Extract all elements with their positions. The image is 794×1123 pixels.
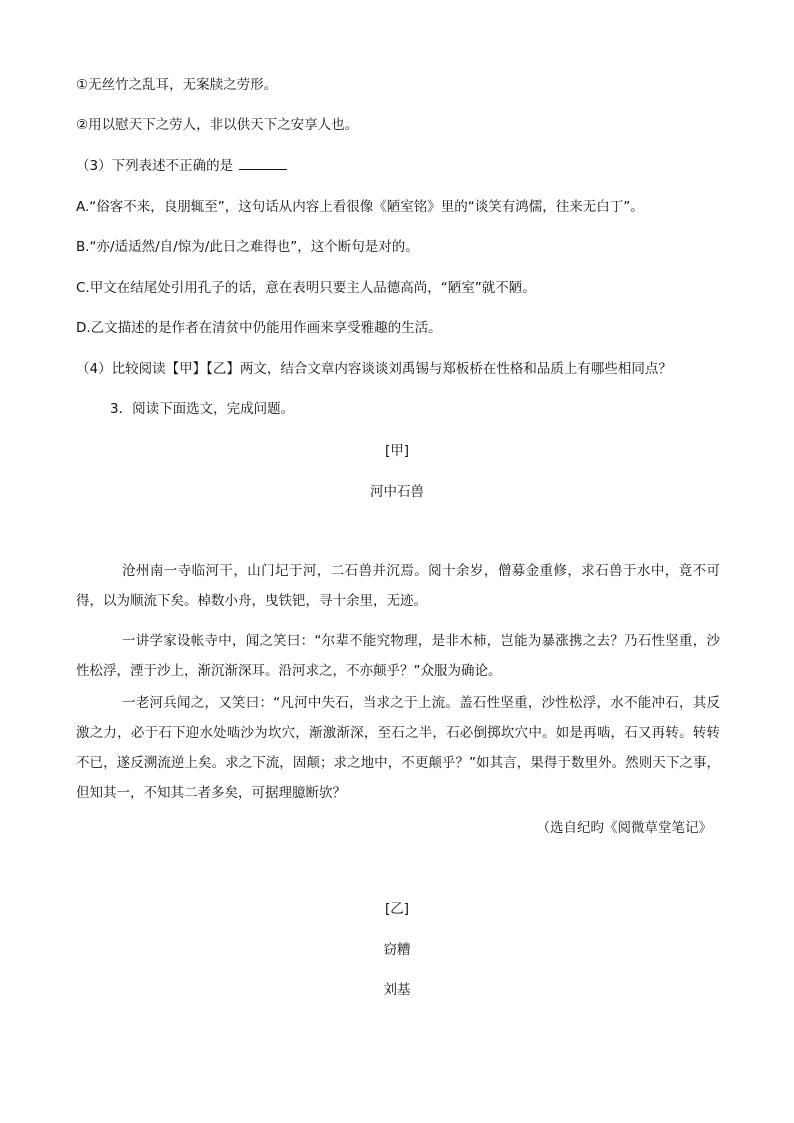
answer-blank — [239, 157, 287, 170]
question-3-prompt — [76, 156, 287, 176]
passage-jia-paragraph-1: 沧州南一寺临河干，山门圮于河，二石兽并沉焉。阅十余岁，僧募金重修，求石兽于水中，竟不可得，以为顺流下矣。棹数小舟，曳铁钯，寻十余里，无迹。 — [76, 563, 720, 609]
sentence-2: ②用以慰天下之劳人，非以供天下之安享人也。 — [76, 117, 359, 133]
passage-jia-paragraph-2: 一讲学家设帐寺中，闻之笑曰：“尔辈不能究物理，是非木柿，岂能为暴涨携之去？乃石性坚重，沙性松浮，湮于沙上，渐沉渐深耳。沿河求之，不亦颠乎？”众服为确论。 — [76, 633, 720, 679]
passage-jia-label: [甲] — [384, 443, 410, 459]
question-3-text: （3）下列表述不正确的是 — [76, 158, 234, 174]
option-b: B.“亦/适适然/自/惊为/此日之难得也”，这个断句是对的。 — [76, 239, 419, 255]
section-3-heading: 3．阅读下面选文，完成问题。 — [110, 401, 295, 417]
sentence-1: ①无丝竹之乱耳，无案牍之劳形。 — [76, 77, 278, 93]
question-4: （4）比较阅读【甲】【乙】两文，结合文章内容谈谈刘禹锡与郑板桥在性格和品质上有哪些相同点？ — [76, 361, 672, 377]
passage-yi-author: 刘基 — [383, 982, 411, 998]
passage-yi-label: [乙] — [384, 901, 410, 917]
option-d: D.乙文描述的是作者在清贫中仍能用作画来享受雅趣的生活。 — [76, 320, 442, 336]
passage-yi-title: 窃糟 — [383, 942, 411, 958]
option-a: A.“俗客不来，良朋辄至”，这句话从内容上看很像《陋室铭》里的“谈笑有鸿儒，往来无白丁”。 — [76, 199, 644, 215]
passage-jia-paragraph-3: 一老河兵闻之，又笑曰：“凡河中失石，当求之于上流。盖石性坚重，沙性松浮，水不能冲石，其反激之力，必于石下迎水处啮沙为坎穴，渐激渐深，至石之半，石必倒掷坎穴中。如是再啮，石又再转。转转不已，遂反溯流逆上矣。求之下流，固颠；求之地中，不更颠乎？”如其言，果得于数里外。然则天下之事，但知其一，不知其二者多矣，可据理臆断欤？ — [76, 695, 720, 801]
passage-jia-title: 河中石兽 — [370, 484, 424, 500]
option-c: C.甲文在结尾处引用孔子的话，意在表明只要主人品德高尚，“陋室”就不陋。 — [76, 280, 536, 296]
passage-jia-source: （选自纪昀《阅微草堂笔记》 — [536, 820, 712, 836]
